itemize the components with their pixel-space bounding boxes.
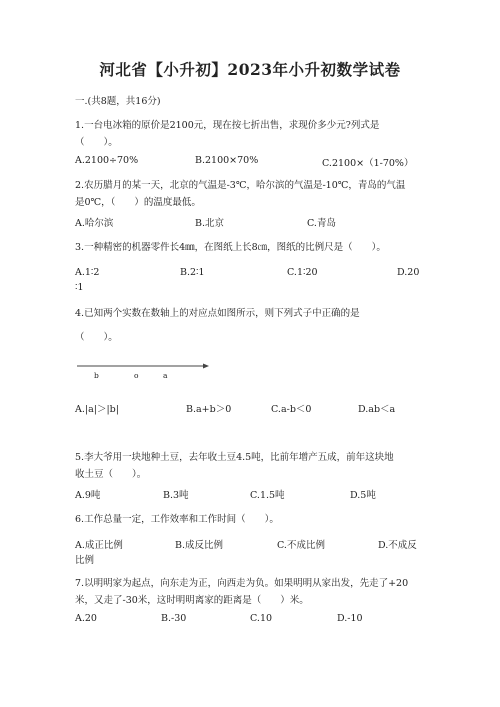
number-line-label-a: a bbox=[163, 371, 168, 380]
q4-option-d[interactable]: D.ab＜a bbox=[358, 404, 396, 415]
question-6-line-1: 6.工作总量一定，工作效率和工作时间（ ）。 bbox=[75, 514, 279, 525]
q1-option-b[interactable]: B.2100×70% bbox=[195, 155, 259, 166]
question-4-line-2: （ ）。 bbox=[75, 332, 118, 343]
question-4-line-1: 4.已知两个实数在数轴上的对应点如图所示，则下列式子中正确的是 bbox=[75, 308, 360, 319]
section-heading: 一.(共8题，共16分) bbox=[75, 96, 161, 107]
question-3-line-1: 3.一种精密的机器零件长4㎜，在图纸上长8㎝，图纸的比例尺是（ ）。 bbox=[75, 242, 386, 253]
question-2-options bbox=[75, 215, 430, 232]
question-1-options bbox=[75, 155, 430, 172]
question-2-line-1: 2.农历腊月的某一天，北京的气温是-3℃，哈尔滨的气温是-10℃，青岛的气温 bbox=[75, 180, 406, 191]
question-2 bbox=[75, 177, 430, 211]
q3-option-b[interactable]: B.2∶1 bbox=[180, 267, 205, 278]
q1-option-a[interactable]: A.2100÷70% bbox=[75, 155, 139, 166]
question-7-options bbox=[75, 613, 430, 630]
question-5-line-2: 收土豆（ ）。 bbox=[75, 469, 147, 480]
question-5-options bbox=[75, 487, 430, 504]
question-1 bbox=[75, 117, 430, 151]
question-5-line-1: 5.李大爷用一块地种土豆，去年收土豆4.5吨，比前年增产五成，前年这块地 bbox=[75, 452, 394, 463]
q5-option-d[interactable]: D.5吨 bbox=[350, 490, 376, 501]
q6-option-c[interactable]: C.不成比例 bbox=[277, 540, 325, 551]
q4-option-c[interactable]: C.a-b＜0 bbox=[271, 404, 312, 415]
q6-option-d-continued: 比例 bbox=[75, 555, 95, 566]
q3-option-a[interactable]: A.1∶2 bbox=[75, 267, 100, 278]
q2-option-a[interactable]: A.哈尔滨 bbox=[75, 218, 114, 229]
q5-option-b[interactable]: B.3吨 bbox=[163, 490, 189, 501]
q2-option-c[interactable]: C.青岛 bbox=[307, 218, 336, 229]
number-line-figure bbox=[75, 363, 215, 383]
question-2-line-2: 是0℃，（ ）的温度最低。 bbox=[75, 197, 201, 208]
q5-option-c[interactable]: C.1.5吨 bbox=[250, 490, 285, 501]
question-7-line-1: 7.以明明家为起点，向东走为正，向西走为负。如果明明从家出发，先走了+20 bbox=[75, 578, 409, 589]
question-4-options bbox=[75, 401, 430, 418]
question-7-line-2: 米，又走了-30米，这时明明离家的距离是（ ）米。 bbox=[75, 595, 309, 606]
question-5 bbox=[75, 449, 430, 483]
question-7 bbox=[75, 575, 430, 609]
number-line-label-o: o bbox=[134, 371, 139, 380]
q7-option-b[interactable]: B.-30 bbox=[161, 613, 187, 624]
q2-option-b[interactable]: B.北京 bbox=[195, 218, 225, 229]
question-6 bbox=[75, 511, 430, 528]
question-1-line-2: （ ）。 bbox=[75, 137, 118, 148]
question-3 bbox=[75, 239, 430, 256]
q6-option-a[interactable]: A.成正比例 bbox=[75, 540, 123, 551]
q7-option-a[interactable]: A.20 bbox=[75, 613, 97, 624]
question-1-line-1: 1.一台电冰箱的原价是2100元，现在按七折出售，求现价多少元?列式是 bbox=[75, 120, 380, 131]
q6-option-b[interactable]: B.成反比例 bbox=[175, 540, 224, 551]
question-3-option-wrap bbox=[75, 282, 430, 299]
q7-option-c[interactable]: C.10 bbox=[250, 613, 273, 624]
q4-option-b[interactable]: B.a+b＞0 bbox=[186, 404, 232, 415]
question-6-option-wrap bbox=[75, 552, 430, 569]
q3-option-c[interactable]: C.1∶20 bbox=[287, 267, 318, 278]
q3-option-d-continued: ∶1 bbox=[75, 282, 84, 293]
q7-option-d[interactable]: D.-10 bbox=[337, 613, 363, 624]
page-title: 河北省【小升初】2023年小升初数学试卷 bbox=[99, 60, 401, 79]
q5-option-a[interactable]: A.9吨 bbox=[75, 490, 101, 501]
number-line-arrow bbox=[203, 364, 209, 369]
q4-option-a[interactable]: A.|a|＞|b| bbox=[75, 404, 119, 415]
q6-option-d[interactable]: D.不成反 bbox=[378, 540, 417, 551]
q1-option-c[interactable]: C.2100×（1-70%） bbox=[322, 158, 414, 169]
question-4 bbox=[75, 305, 430, 346]
q3-option-d[interactable]: D.20 bbox=[397, 267, 420, 278]
number-line-label-b: b bbox=[94, 371, 99, 380]
